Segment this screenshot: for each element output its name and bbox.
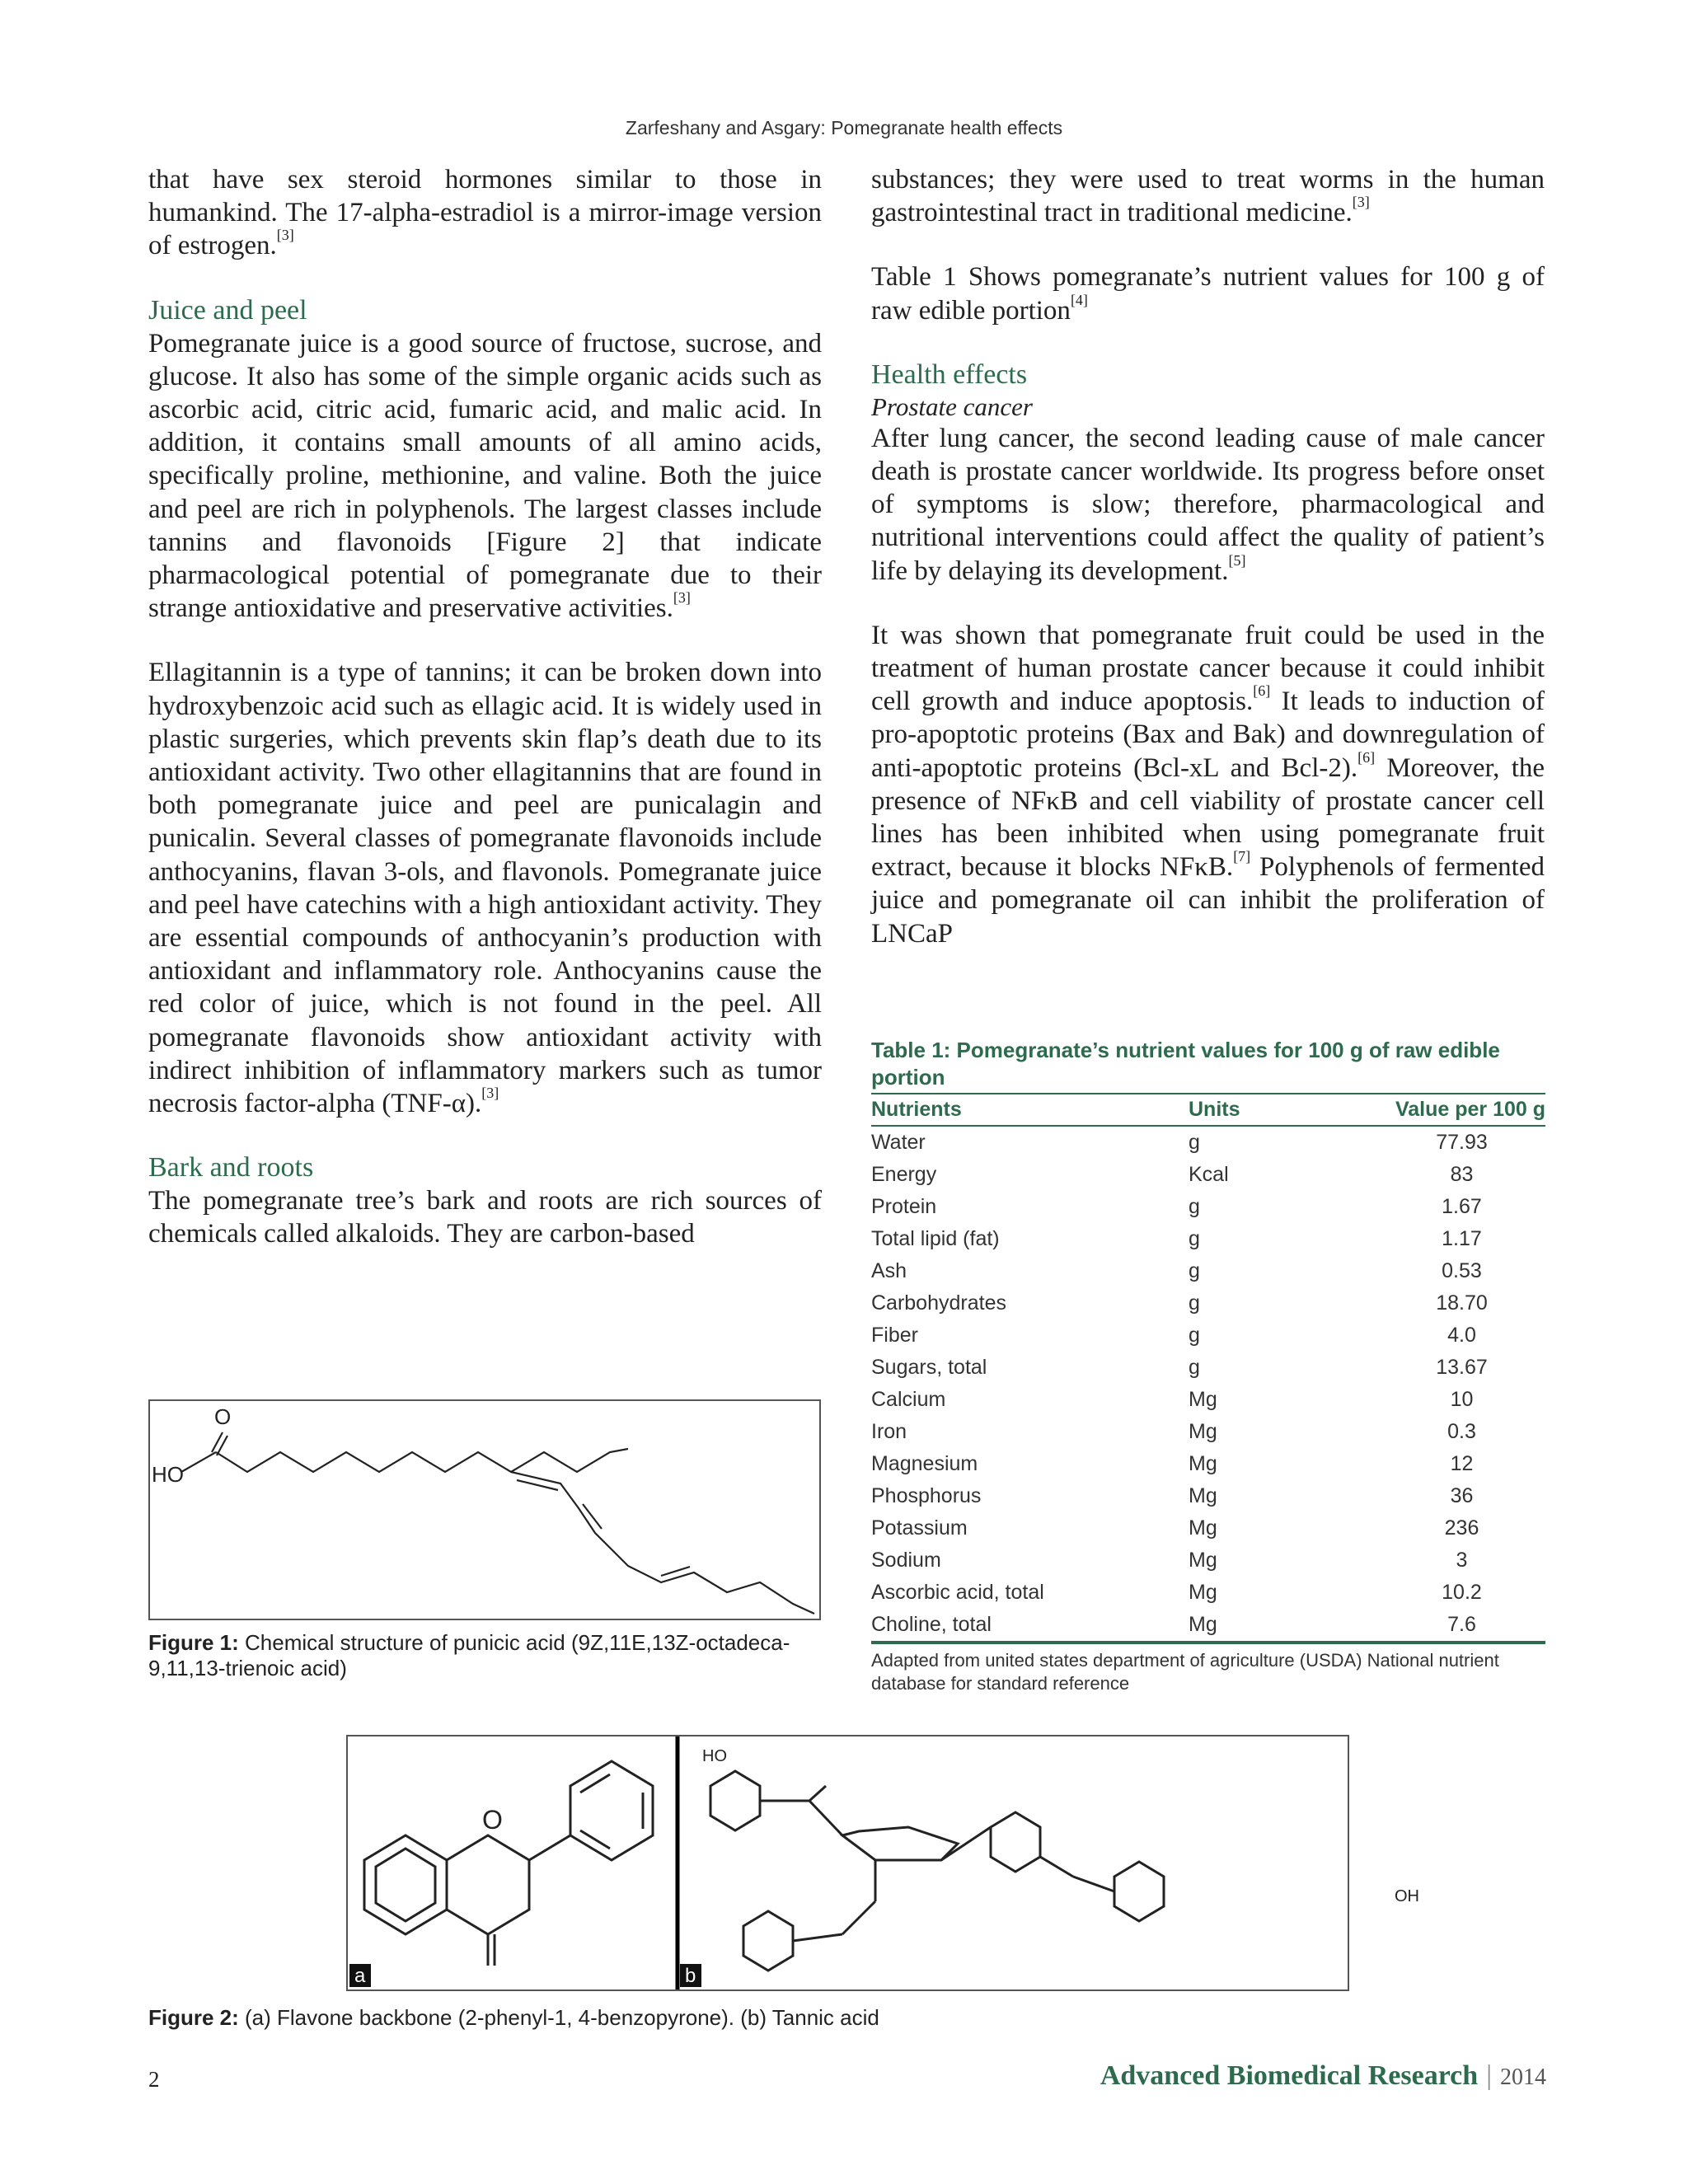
nutrient-cell: Total lipid (fat) <box>871 1227 1000 1250</box>
unit-cell: g <box>1189 1324 1200 1347</box>
value-cell: 83 <box>1450 1163 1474 1186</box>
journal-footer <box>1100 2060 1546 2092</box>
citation[interactable]: [7] <box>1233 848 1251 865</box>
unit-cell: Mg <box>1189 1452 1217 1475</box>
table-row <box>871 1577 1545 1609</box>
nutrient-cell: Sugars, total <box>871 1356 987 1379</box>
section-heading-juice: Juice and peel <box>148 294 307 326</box>
table-footnote: Adapted from united states department of agriculture (USDA) National nutrient database for standard reference <box>871 1650 1499 1694</box>
value-cell: 13.67 <box>1436 1356 1488 1379</box>
value-cell: 0.53 <box>1442 1259 1482 1282</box>
table-title: Table 1: Pomegranate’s nutrient values for 100 g of raw edible portion <box>871 1038 1500 1090</box>
page-number: 2 <box>148 2067 160 2092</box>
journal-name: Advanced Biomedical Research <box>1100 2060 1479 2091</box>
nutrient-cell: Energy <box>871 1163 937 1186</box>
table-row <box>871 1191 1545 1223</box>
table-row <box>871 1319 1545 1352</box>
unit-cell: Mg <box>1189 1516 1217 1540</box>
figure-label: Figure 1: <box>148 1630 239 1655</box>
citation[interactable]: [4] <box>1070 291 1088 308</box>
atom-label: O <box>214 1404 232 1429</box>
paragraph-intro <box>148 163 822 263</box>
nutrient-cell: Choline, total <box>871 1609 1189 1643</box>
table <box>871 1093 1545 1644</box>
atom-label: O <box>482 1805 503 1835</box>
value-cell: 4.0 <box>1447 1324 1476 1347</box>
citation[interactable]: [6] <box>1357 748 1376 766</box>
figure1-caption <box>148 1630 824 1681</box>
atom-label: HO <box>702 1747 727 1765</box>
paragraph-bark: The pomegranate tree’s bark and roots are rich sources of chemicals called alkaloids. They are carbon-based <box>148 1186 822 1249</box>
panel-label-b: b <box>685 1965 696 1987</box>
value-cell: 36 <box>1450 1484 1474 1507</box>
table-row <box>871 1512 1545 1544</box>
subheading-prostate: Prostate cancer <box>871 391 1033 421</box>
value-cell: 1.67 <box>1442 1195 1482 1218</box>
unit-cell: Mg <box>1189 1549 1217 1572</box>
table-row <box>871 1287 1545 1319</box>
column-header: Nutrients <box>871 1094 1189 1126</box>
paragraph-text: It leads to induction of pro-apoptotic proteins (Bax and Bak) and downregulation of anti-apoptotic proteins (Bcl-xL and Bcl-2). <box>871 687 1545 783</box>
table-row <box>871 1384 1545 1416</box>
table-row <box>871 1544 1545 1577</box>
section-heading-bark: Bark and roots <box>148 1152 314 1183</box>
figure1-image <box>148 1399 821 1620</box>
citation[interactable]: [3] <box>1352 194 1370 211</box>
unit-cell: Mg <box>1189 1388 1217 1411</box>
unit-cell: Mg <box>1189 1609 1378 1643</box>
citation[interactable]: [3] <box>276 227 294 244</box>
nutrient-cell: Ascorbic acid, total <box>871 1581 1044 1604</box>
unit-cell: Mg <box>1189 1581 1217 1604</box>
citation[interactable]: [6] <box>1253 682 1271 700</box>
table-row <box>871 1609 1545 1643</box>
nutrient-cell: Iron <box>871 1420 907 1443</box>
unit-cell: Mg <box>1189 1420 1217 1443</box>
nutrient-cell: Phosphorus <box>871 1484 982 1507</box>
paragraph-shown <box>871 619 1545 950</box>
table-row <box>871 1126 1545 1159</box>
unit-cell: g <box>1189 1227 1200 1250</box>
value-cell: 3 <box>1456 1549 1468 1572</box>
section-heading-health: Health effects <box>871 359 1028 390</box>
table-header-row <box>871 1094 1545 1126</box>
citation[interactable]: [3] <box>673 589 691 607</box>
value-cell: 0.3 <box>1447 1420 1476 1443</box>
journal-year: 2014 <box>1500 2064 1546 2090</box>
citation[interactable]: [3] <box>481 1085 499 1102</box>
paragraph-text: Pomegranate juice is a good source of fructose, sucrose, and glucose. It also has some of the simple organic acids such as ascorbic acid, citric acid, fumaric acid, and malic acid. In addition, it contains small amounts of all amino acids, specifically proline, methionine, and valine. Both the juice and peel are rich in polyphenols. The largest classes include tannins and flavonoids [Figure 2] that indicate pharmacological potential of pomegranate due to their strange antioxidative and preservative activities. <box>148 328 822 624</box>
atom-label: HO <box>152 1462 184 1487</box>
value-cell: 10 <box>1450 1388 1474 1411</box>
citation[interactable]: [5] <box>1228 551 1246 569</box>
table-row <box>871 1159 1545 1191</box>
value-cell: 10.2 <box>1442 1581 1482 1604</box>
flavone-tannic-structures <box>348 1736 1419 1990</box>
nutrient-table <box>871 1037 1545 1695</box>
table-row <box>871 1416 1545 1448</box>
right-column <box>871 163 1545 950</box>
table-row <box>871 1352 1545 1384</box>
punicic-acid-structure <box>150 1401 819 1619</box>
table-row <box>871 1255 1545 1287</box>
value-cell: 18.70 <box>1436 1291 1488 1315</box>
paragraph-text: It was shown that pomegranate fruit could be used in the treatment of human prostate cancer because it could inhibit cell growth and induce apoptosis. <box>871 620 1545 717</box>
paragraph-text: substances; they were used to treat worms in the human gastrointestinal tract in traditional medicine. <box>871 165 1545 228</box>
nutrient-cell: Potassium <box>871 1516 968 1540</box>
paragraph-text: Table 1 Shows pomegranate’s nutrient values for 100 g of raw edible portion <box>871 262 1545 326</box>
nutrient-cell: Water <box>871 1131 926 1154</box>
paragraph-table-ref <box>871 260 1545 326</box>
paragraph-text: After lung cancer, the second leading cause of male cancer death is prostate cancer worldwide. Its progress before onset of symptoms is slow; therefore, pharmacological and nutritional interventions could affect the quality of patient’s life by delaying its development. <box>871 423 1545 586</box>
paragraph-substances <box>871 163 1545 229</box>
unit-cell: g <box>1189 1195 1200 1218</box>
value-cell: 7.6 <box>1378 1609 1545 1643</box>
unit-cell: g <box>1189 1291 1200 1315</box>
nutrient-cell: Protein <box>871 1195 937 1218</box>
paragraph-ellagitannin <box>148 656 822 1120</box>
unit-cell: g <box>1189 1131 1200 1154</box>
unit-cell: g <box>1189 1356 1200 1379</box>
unit-cell: Mg <box>1189 1484 1217 1507</box>
unit-cell: g <box>1189 1259 1200 1282</box>
column-header: Value per 100 g <box>1378 1094 1545 1126</box>
left-column <box>148 163 822 1251</box>
nutrient-cell: Calcium <box>871 1388 946 1411</box>
table-row <box>871 1223 1545 1255</box>
figure2-caption <box>148 2004 1550 2031</box>
footer-separator: | <box>1486 2060 1492 2091</box>
figure-caption-text: Chemical structure of punicic acid (9Z,11E,13Z-octadeca-9,11,13-trienoic acid) <box>148 1630 790 1680</box>
value-cell: 236 <box>1444 1516 1479 1540</box>
paragraph-text: Moreover, the presence of NFκB and cell viability of prostate cancer cell lines has been inhibited when using pomegranate fruit extract, because it blocks NFκB. <box>871 752 1545 883</box>
table-row <box>871 1480 1545 1512</box>
value-cell: 1.17 <box>1442 1227 1482 1250</box>
nutrient-cell: Ash <box>871 1259 907 1282</box>
paragraph-text: Polyphenols of fermented juice and pomegranate oil can inhibit the proliferation of LNCaP <box>871 852 1545 949</box>
figure-label: Figure 2: <box>148 2005 239 2030</box>
atom-label: OH <box>1395 1887 1419 1905</box>
table-row <box>871 1448 1545 1480</box>
nutrient-cell: Carbohydrates <box>871 1291 1006 1315</box>
figure2-image <box>346 1735 1419 1991</box>
paragraph-prostate <box>871 422 1545 588</box>
panel-label-a: a <box>354 1965 366 1987</box>
value-cell: 12 <box>1450 1452 1474 1475</box>
paragraph-juice <box>148 327 822 626</box>
unit-cell: Kcal <box>1189 1163 1229 1186</box>
nutrient-cell: Magnesium <box>871 1452 978 1475</box>
running-head: Zarfeshany and Asgary: Pomegranate health effects <box>625 117 1063 138</box>
figure-caption-text: (a) Flavone backbone (2-phenyl-1, 4-benzopyrone). (b) Tannic acid <box>238 2005 879 2030</box>
paragraph-text: that have sex steroid hormones similar to those in humankind. The 17-alpha-estradiol is a mirror-image version of estrogen. <box>148 165 822 261</box>
nutrient-cell: Fiber <box>871 1324 918 1347</box>
nutrient-cell: Sodium <box>871 1549 941 1572</box>
paragraph-text: Ellagitannin is a type of tannins; it can be broken down into hydroxybenzoic acid such as ellagic acid. It is widely used in plastic surgeries, which prevents skin flap’s death due to its antioxidant activity. Two other ellagitannins that are found in both pomegranate juice and peel are punicalagin and punicalin. Several classes of pomegranate flavonoids include anthocyanins, flavan 3-ols, and flavonols. Pomegranate juice and peel have catechins with a high antioxidant activity. They are essential compounds of anthocyanin’s production with antioxidant and inflammatory role. Anthocyanins cause the red color of juice, which is not found in the peel. All pomegranate flavonoids show antioxidant activity with indirect inhibition of inflammatory markers such as tumor necrosis factor-alpha (TNF-α). <box>148 658 822 1119</box>
value-cell: 77.93 <box>1436 1131 1488 1154</box>
column-header: Units <box>1189 1094 1378 1126</box>
